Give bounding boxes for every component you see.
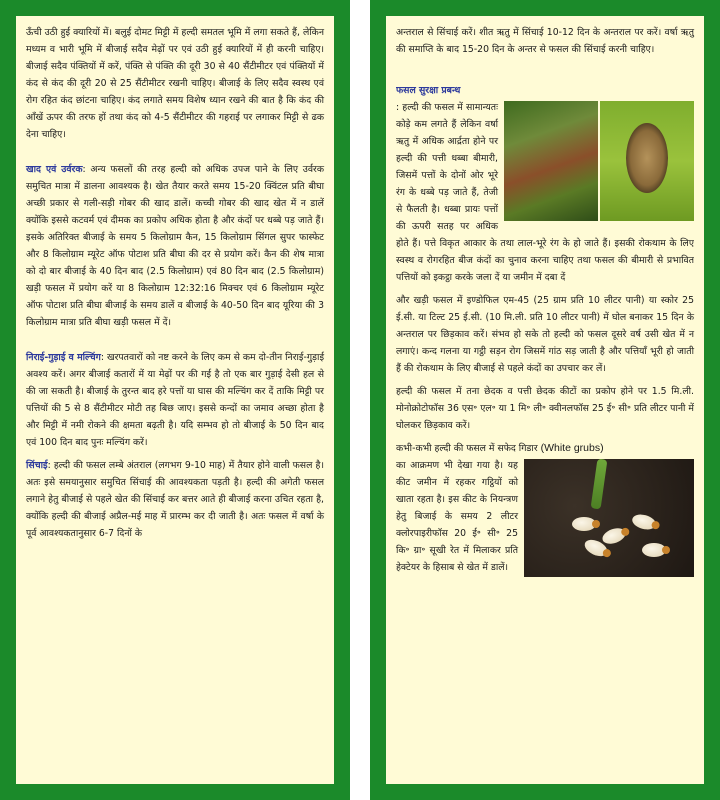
left-page [16,16,334,784]
white-grub-section [396,440,694,582]
irrigation-heading: सिंचाई [26,460,48,471]
right-page-border [370,0,720,800]
fertilizer-text: : अन्य फसलों की तरह हल्दी को अधिक उपज पाने के लिए उर्वरक समुचित मात्रा में डालना आवश्यक है। खेत तैयार करते समय 15-20 क्विंटल प्रति बीघा अच्छी प्रकार से गली-सड़ी गोबर की खाद डालें। कच्ची गोबर की खाद खेत में न डालें क्योंकि इससे कटवर्म एवं दीमक का प्रकोप अधिक होता है और कंदों पर धब्बे पड़ जाते हैं। इसके अतिरिक्त बीजाई के समय 5 किलोग्राम कैन, 15 किलोग्राम सिंगल सुपर फास्फेट और 8 किलोग्राम म्यूरेट ऑफ पोटाश प्रति बीघा की दर से प्रयोग करें। कैन की शेष मात्रा को दो बार बीजाई के 40 दिन बाद (2.5 किलोग्राम) एवं 80 दिन बाद (2.5 किलोग्राम) खड़ी फसल में प्रयोग करें या 8 किलोग्राम 12:32:16 मिक्चर एवं 6 किलोग्राम म्यूरेट ऑफ पोटाश प्रति बीघा बीजाई के समय डालें व बीजाई के 40-50 दिन बाद यूरिया की 3 किलोग्राम मात्रा प्रति बीघा खड़ी फसल में दें। [26,164,324,328]
leaf-spot-photos [504,101,694,221]
fertilizer-paragraph [26,161,324,331]
fertilizer-heading: खाद एवं उर्वरक [26,164,83,175]
protection-heading: फसल सुरक्षा प्रबन्ध [396,85,461,96]
leaf-spot-photo-closeup [600,101,694,221]
protection-paragraph [396,82,694,99]
fungicide-paragraph: और खड़ी फसल में इण्डोफिल एम-45 (25 ग्राम प्रति 10 लीटर पानी) या स्कोर 25 ई.सी. या टिल्ट 25 ई.सी. (10 मि.ली. प्रति 10 लीटर पानी) में घोल बनाकर 15 दिन के अन्तराल पर छिड़काव करें। संभव हो सके तो हल्दी को फसल दूसरे वर्ष उसी खेत में न लगाएं। कन्द गलना या गट्ठी सड़न रोग जिसमें गांठ सड़ जाती है और पत्तियाँ भूरी हो जाती हैं की रोकथाम के लिए बीजाई से पहले कंदों का उपचार कर लें। [396,295,694,374]
white-grub-latin: (White grubs) [540,442,604,454]
weeding-heading: निराई-गुड़ाई व मल्चिंग [26,352,101,363]
weeding-paragraph [26,349,324,451]
irrigation-paragraph [26,457,324,542]
left-page-border [0,0,350,800]
white-grub-intro: कभी-कभी हल्दी की फसल में सफेद गिडार (White grubs) [396,442,604,454]
irrigation-continued: अन्तराल से सिंचाई करें। शीत ऋतु में सिंचाई 10-12 दिन के अन्तराल पर करें। वर्षा ऋतु की समाप्ति के बाद 15-20 दिन के अन्तर से फसल की सिंचाई करनी चाहिए। [396,27,694,55]
right-page [386,16,704,784]
protection-text: : हल्दी की फसल में सामान्यतः कोड़े कम लगते हैं लेकिन वर्षा ऋतु में अधिक आर्द्रता होने पर हल्दी की पत्ती धब्बा बीमारी, जिसमें पत्तों के दोनों ओर भूरे रंग के धब्बे पड़ जाते हैं, तेजी से फैलती है। धब्बा प्रायः पत्तों की ऊपरी सतह पर अधिक होते हैं। पत्ते विकृत आकार के तथा लाल-भूरे रंग के हो जाते हैं। इसकी रोकथाम के लिए स्वस्थ व रोगरहित बीज कंदों का चुनाव करना चाहिए तथा फसल की बीमारी से प्रभावित पत्तियों को इकट्ठा करके जला दें या जमीन में दबा दें [396,102,694,283]
borer-paragraph: हल्दी की फसल में तना छेदक व पत्ती छेदक कीटों का प्रकोप होने पर 1.5 मि.ली. मोनोक्रोटोफॉस 36 एस॰ एल॰ या 1 मि॰ ली॰ क्वीनलफॉस 25 ई॰ सी॰ प्रति लीटर पानी में घोलकर छिड़काव करें। [396,386,694,431]
white-grub-text: का आक्रमण भी देखा गया है। यह कीट जमीन में रहकर गट्ठियों को खाता रहता है। इस कीट के नियन्त्रण हेतु बिजाई के समय 2 लीटर क्लोरपाइरीफॉस 20 ई॰ सी॰ 25 कि॰ ग्रा॰ सूखी रेत में मिलाकर प्रति हेक्टेयर के हिसाब से खेत में डालें। [396,460,518,573]
weeding-text: : खरपतवारों को नष्ट करने के लिए कम से कम दो-तीन निराई-गुड़ाई अवश्य करें। अगर बीजाई कतारों में या मेढ़ों पर की गई है तो एक बार गुड़ाई देसी हल से की जा सकती है। बीजाई के तुरन्त बाद हरे पत्तों या घास की मल्चिंग कर दें ताकि मिट्टी पर पत्तियों की 5 से 8 सैंटीमीटर मोटी तह बिछ जाए। इससे कन्दों का जमाव अच्छा होता है और मिट्टी में नमी रोकने की क्षमता बढ़ती है। यदि सम्भव हो तो बीजाई के 50 दिन बाद एवं 100 दिन बाद पुनः मल्चिंग करें। [26,352,325,448]
leaf-spot-photo-plant [504,101,598,221]
white-grub-photo [524,459,694,577]
irrigation-text: : हल्दी की फसल लम्बे अंतराल (लगभग 9-10 माह) में तैयार होने वाली फसल है। अतः इसे समयानुसार समुचित सिंचाई की आवश्यकता पड़ती है। हल्दी की अगेती फसल लगाने हेतु बीजाई से पहले खेत की सिंचाई कर बत्तर आते ही बीजाई करना उचित रहता है, क्योंकि हल्दी की बीजाई अप्रैल-मई माह में प्रारम्भ कर दी जाती है। अतः फसल में वर्षा के पूर्व आवश्यकतानुसार 6-7 दिनों के [26,460,324,539]
planting-paragraph: ऊँची उठी हुई क्यारियों में। बलुई दोमट मिट्टी में हल्दी समतल भूमि में लगा सकते हैं, लेकिन मध्यम व भारी भूमि में बीजाई सदैव मेढ़ों पर एवं उठी हुई क्यारियों में ही करनी चाहिए। बीजाई सदैव पंक्तियों में करें, पंक्ति से पंक्ति की दूरी 30 से 40 सैंटीमीटर एवं पंक्तियों में कंद से कंद की दूरी 20 से 25 सैंटीमीटर रखनी चाहिए। बीजाई के लिए सदैव स्वस्थ एवं रोग रहित कंद छांटना चाहिए। कंद लगाते समय विशेष ध्यान रखने की बात है कि कंद की आँखें ऊपर की तरफ हों तथा कंद को 4-5 सैंटीमीटर की गहराई पर लगाकर मिट्टी से ढक देना चाहिए। [26,27,324,140]
protection-section [396,64,694,292]
